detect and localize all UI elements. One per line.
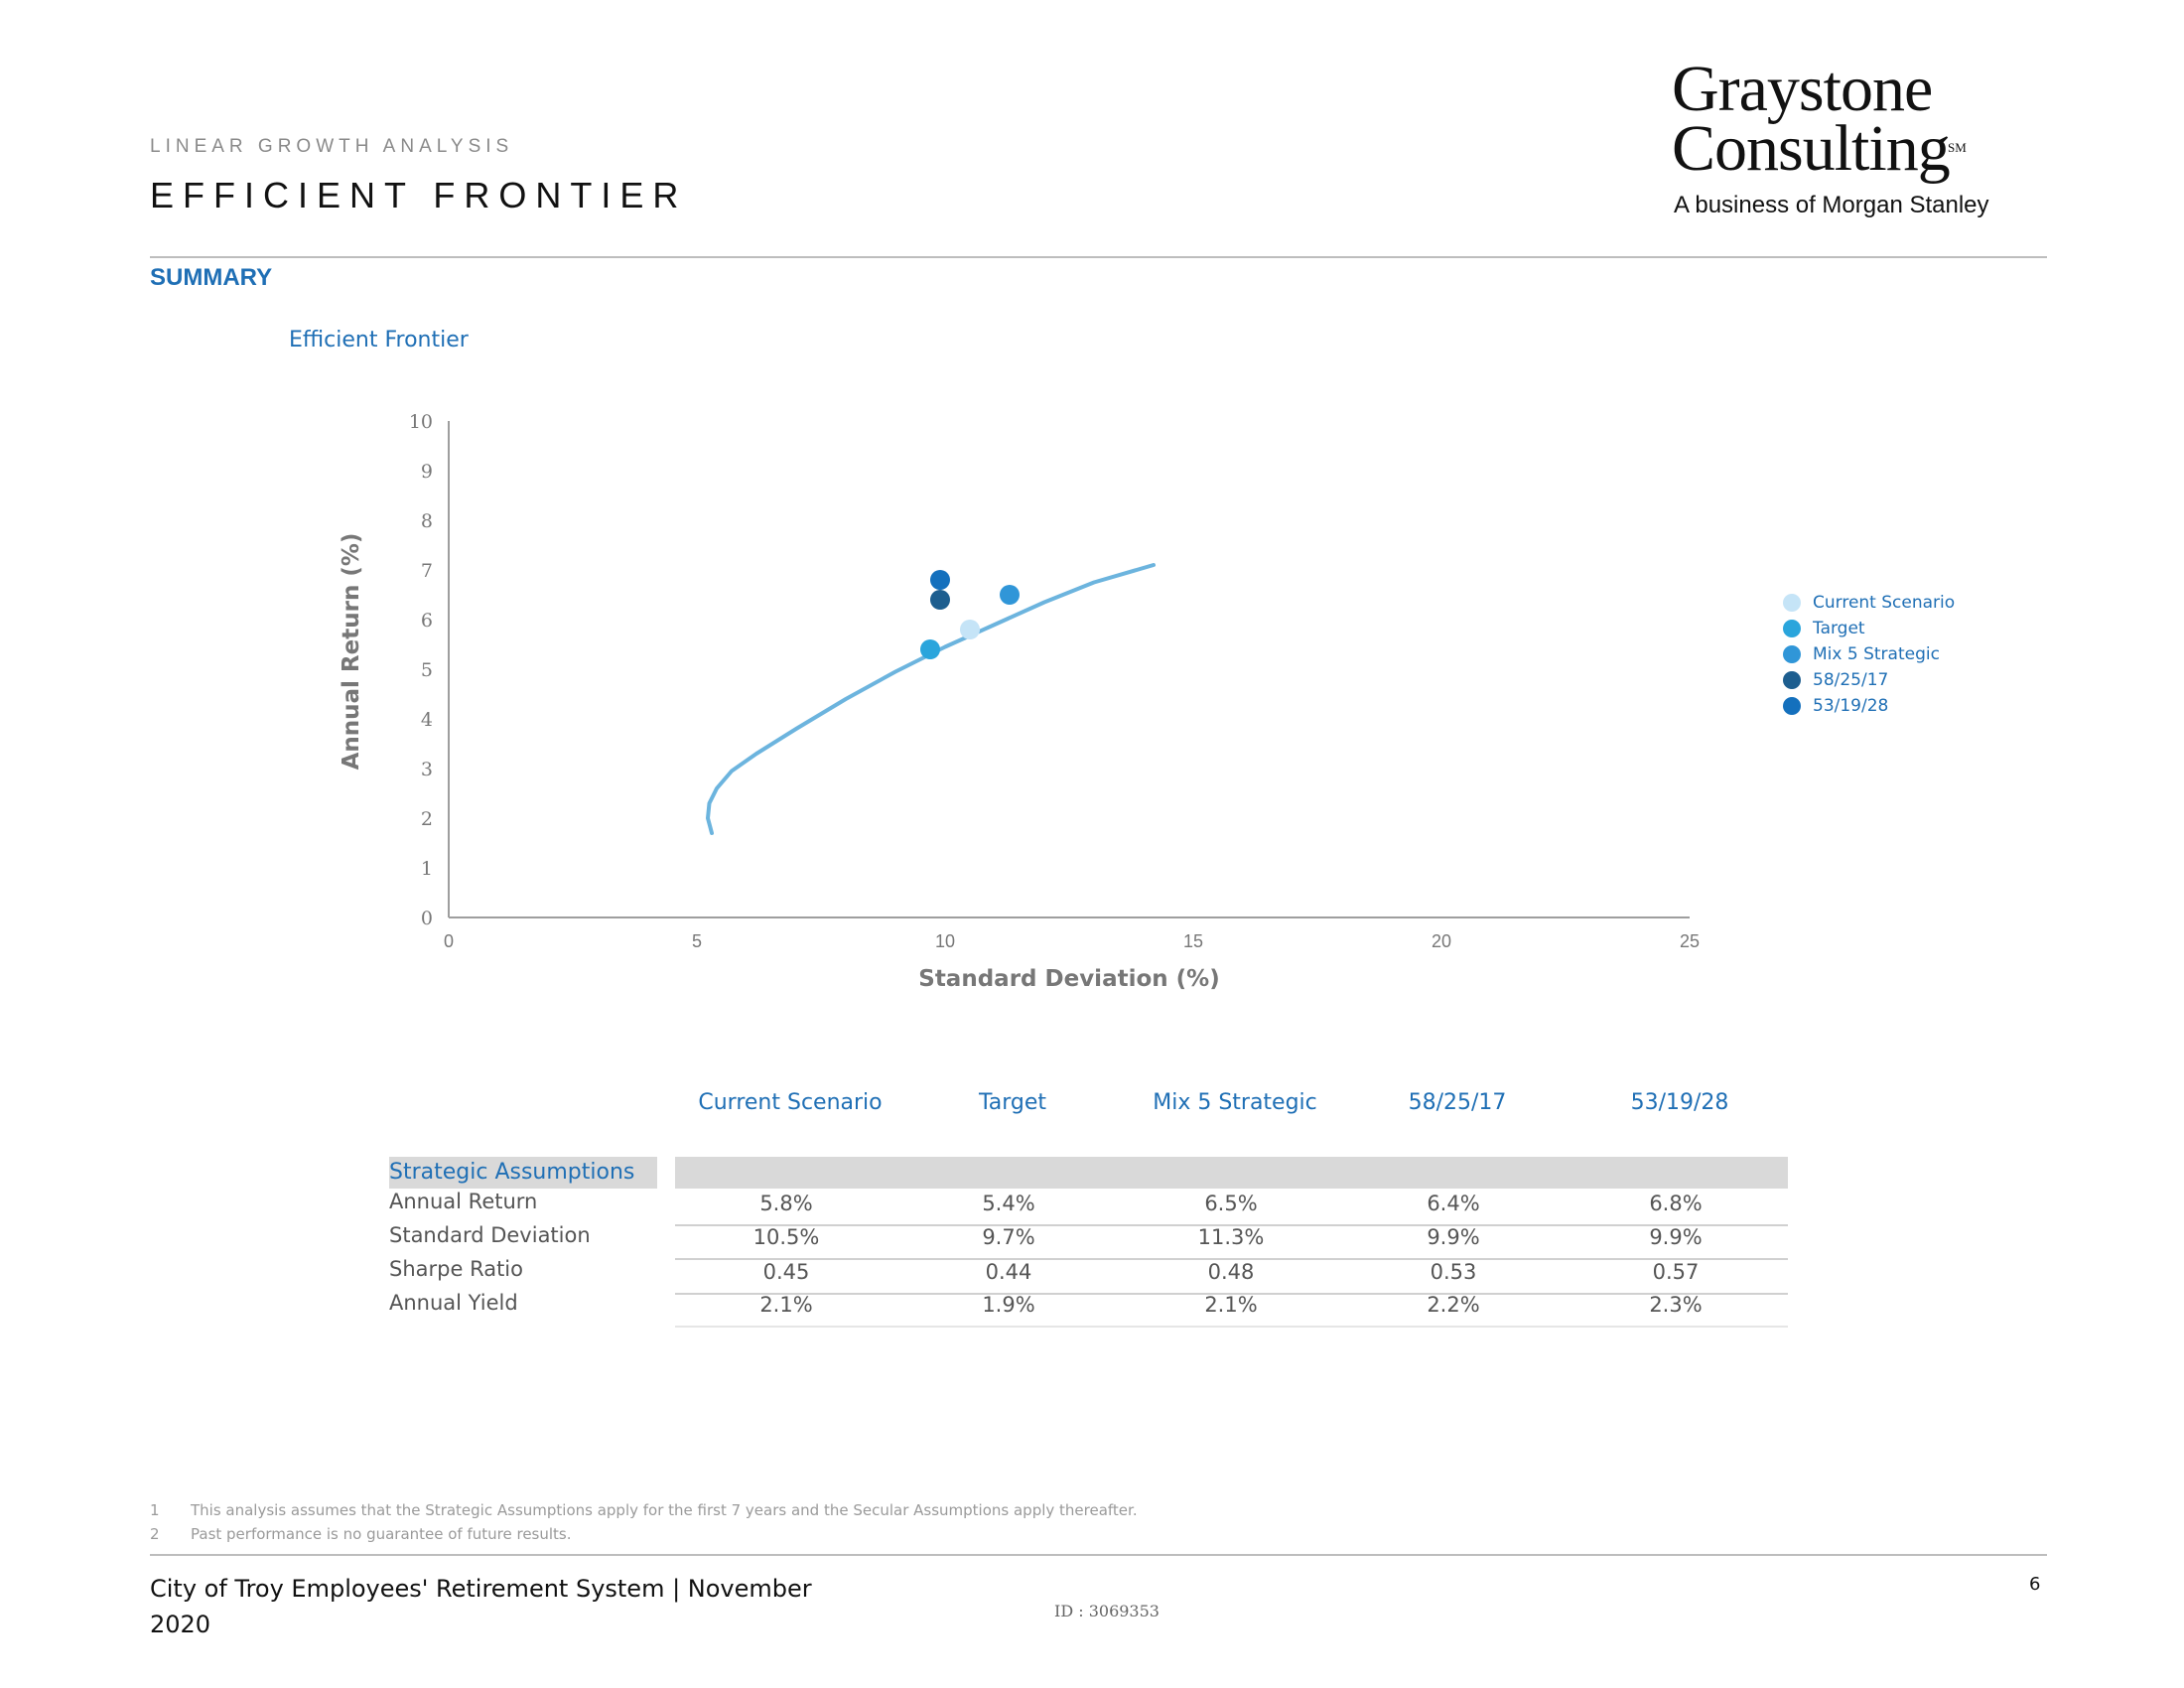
table-cell: 9.9% — [1649, 1225, 1703, 1249]
table-cell: 0.53 — [1430, 1260, 1477, 1284]
data-point-mix-5-strategic — [1000, 585, 1020, 605]
legend-item — [1783, 616, 1955, 641]
x-tick-label: 20 — [1431, 931, 1452, 951]
table-cell: 0.45 — [762, 1260, 810, 1284]
table-cell: 5.8% — [759, 1192, 813, 1215]
legend-item — [1783, 590, 1955, 616]
logo-consulting: Consulting — [1672, 112, 1950, 185]
footnote-number: 1 — [150, 1501, 160, 1519]
legend-swatch — [1783, 620, 1801, 637]
y-tick-label: 3 — [420, 759, 433, 780]
legend-swatch — [1783, 645, 1801, 663]
strategic-assumptions-label: Strategic Assumptions — [389, 1160, 635, 1185]
table-cell: 1.9% — [982, 1293, 1035, 1317]
col-header-58-25-17: 58/25/17 — [1408, 1090, 1507, 1115]
data-point-current-scenario — [960, 620, 980, 639]
table-cell: 9.9% — [1427, 1225, 1480, 1249]
x-tick-label: 25 — [1679, 931, 1701, 951]
data-point-target — [920, 639, 940, 659]
table-cell: 2.1% — [1204, 1293, 1258, 1317]
legend-swatch — [1783, 671, 1801, 689]
x-tick-label: 15 — [1182, 931, 1204, 951]
y-tick-label: 6 — [420, 610, 433, 632]
data-point-58-25-17 — [930, 590, 950, 610]
table-cell: 10.5% — [752, 1225, 820, 1249]
table-cell: 0.57 — [1652, 1260, 1700, 1284]
y-tick-label: 8 — [420, 510, 433, 532]
legend-swatch — [1783, 697, 1801, 715]
footer-divider — [150, 1554, 2047, 1556]
y-tick-label: 10 — [408, 411, 433, 433]
efficient-frontier-line — [708, 565, 1154, 833]
legend-label: Current Scenario — [1813, 593, 1956, 613]
legend-item — [1783, 693, 1955, 719]
chart-legend — [1783, 590, 1955, 719]
logo-service-mark: SM — [1948, 140, 1967, 155]
footnote-number: 2 — [150, 1525, 160, 1543]
y-axis-label: Annual Return (%) — [339, 532, 364, 771]
y-tick-label: 7 — [420, 560, 433, 582]
summary-heading: SUMMARY — [150, 264, 273, 291]
col-header-53-19-28: 53/19/28 — [1630, 1090, 1729, 1115]
chart-title: Efficient Frontier — [289, 328, 469, 352]
legend-label: Mix 5 Strategic — [1813, 644, 1940, 664]
footnote-text: This analysis assumes that the Strategic Assumptions apply for the first 7 years and the Secular Assumptions apply thereafter. — [191, 1501, 1138, 1519]
x-tick-label: 5 — [691, 931, 703, 951]
x-axis-label: Standard Deviation (%) — [918, 966, 1220, 992]
x-tick-label: 10 — [934, 931, 956, 951]
y-tick-label: 2 — [420, 808, 433, 830]
logo-subtitle: A business of Morgan Stanley — [1674, 192, 1989, 218]
section-kicker: LINEAR GROWTH ANALYSIS — [150, 136, 514, 157]
strategic-assumptions-band — [675, 1157, 1788, 1189]
footnote-text: Past performance is no guarantee of future results. — [191, 1525, 572, 1543]
row-label-sharpe-ratio: Sharpe Ratio — [389, 1257, 523, 1281]
legend-item — [1783, 667, 1955, 693]
data-point-53-19-28 — [930, 570, 950, 590]
footer-document-id: ID : 3069353 — [1054, 1602, 1160, 1620]
table-cell: 5.4% — [982, 1192, 1035, 1215]
table-cell: 6.8% — [1649, 1192, 1703, 1215]
x-tick-label: 0 — [443, 931, 455, 951]
logo-graystone: Graystone — [1672, 53, 1933, 125]
y-tick-label: 5 — [420, 659, 433, 681]
page-title: EFFICIENT FRONTIER — [150, 175, 688, 215]
table-cell: 2.1% — [759, 1293, 813, 1317]
footer-organization: City of Troy Employees' Retirement System | November 2020 — [150, 1575, 812, 1638]
page-number: 6 — [2029, 1574, 2041, 1595]
legend-label: 58/25/17 — [1813, 670, 1889, 690]
row-divider — [675, 1326, 1788, 1328]
col-header-mix-5-strategic: Mix 5 Strategic — [1153, 1090, 1317, 1115]
col-header-current-scenario: Current Scenario — [698, 1090, 883, 1115]
legend-item — [1783, 641, 1955, 667]
y-tick-label: 4 — [420, 709, 433, 731]
table-cell: 2.3% — [1649, 1293, 1703, 1317]
y-tick-label: 1 — [420, 858, 433, 880]
table-cell: 2.2% — [1427, 1293, 1480, 1317]
row-label-standard-deviation: Standard Deviation — [389, 1223, 591, 1247]
table-cell: 6.4% — [1427, 1192, 1480, 1215]
row-label-annual-return: Annual Return — [389, 1190, 538, 1213]
col-header-target: Target — [978, 1090, 1047, 1115]
table-cell: 9.7% — [982, 1225, 1035, 1249]
legend-label: Target — [1813, 619, 1865, 638]
table-cell: 6.5% — [1204, 1192, 1258, 1215]
legend-swatch — [1783, 594, 1801, 612]
table-cell: 0.48 — [1207, 1260, 1255, 1284]
row-label-annual-yield: Annual Yield — [389, 1291, 518, 1315]
y-tick-label: 0 — [420, 908, 433, 929]
y-tick-label: 9 — [420, 461, 433, 483]
table-cell: 0.44 — [985, 1260, 1032, 1284]
legend-label: 53/19/28 — [1813, 696, 1889, 716]
table-cell: 11.3% — [1197, 1225, 1265, 1249]
